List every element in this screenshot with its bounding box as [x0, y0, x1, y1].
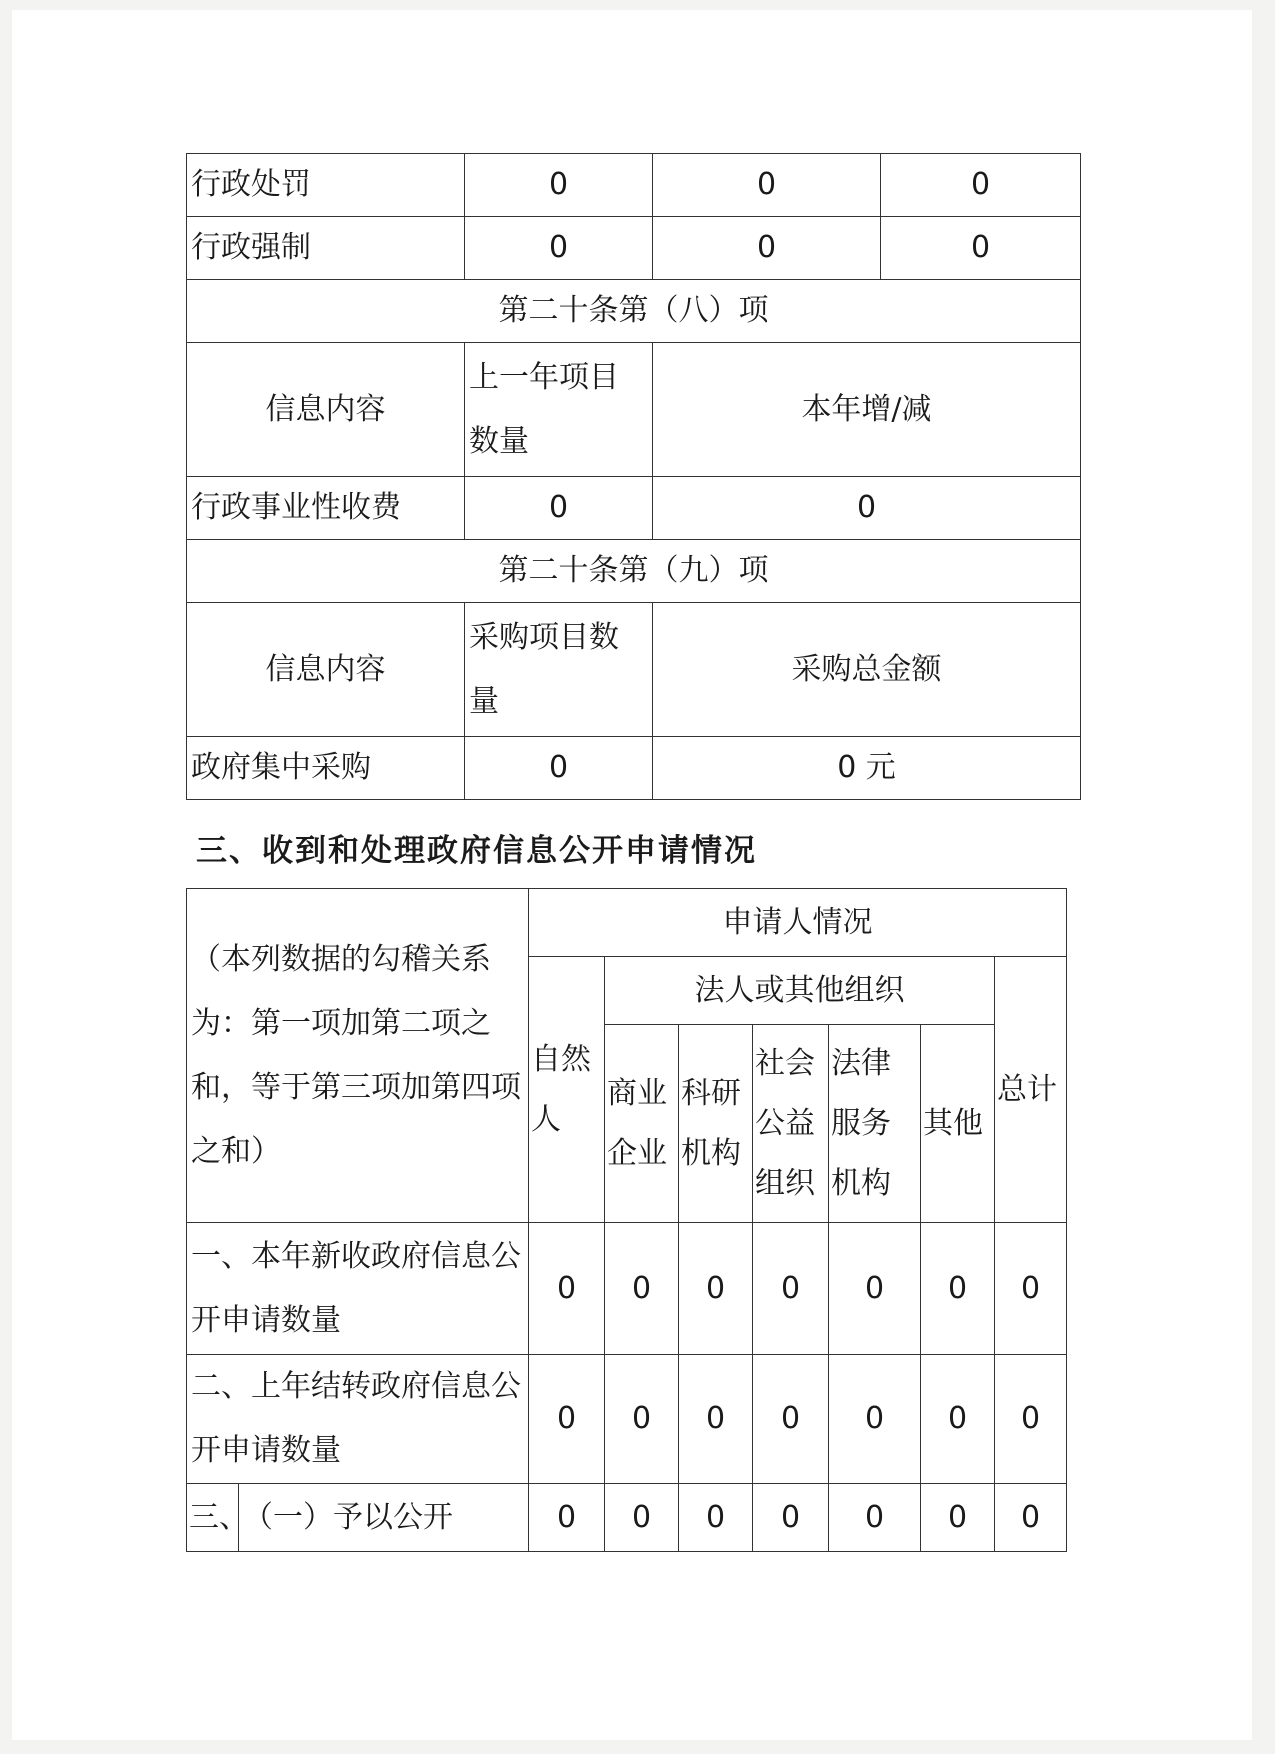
- cell-value: 0: [753, 1355, 829, 1484]
- row-label: 行政强制: [187, 217, 465, 280]
- row-label: 行政事业性收费: [187, 477, 465, 540]
- row-label-prefix: 三、: [187, 1484, 239, 1552]
- cell-value: 0: [529, 1223, 605, 1355]
- cell-value: 0: [653, 477, 1081, 540]
- table-row: [187, 154, 1081, 217]
- cell-value: 0: [679, 1355, 753, 1484]
- row-label: （一）予以公开: [239, 1484, 529, 1552]
- cell-value: 0: [995, 1223, 1067, 1355]
- cell-value: 0: [605, 1355, 679, 1484]
- cell-value: 0: [881, 154, 1081, 217]
- row-label: 行政处罚: [187, 154, 465, 217]
- corner-note: （本列数据的勾稽关系为：第一项加第二项之和，等于第三项加第四项之和）: [187, 889, 529, 1223]
- header-legal-service: 法律服务机构: [829, 1025, 921, 1223]
- cell-value: 0: [679, 1484, 753, 1552]
- cell-value: 0: [995, 1355, 1067, 1484]
- header-purchase-count: 采购项目数量: [465, 603, 653, 737]
- header-total: 总计: [995, 957, 1067, 1223]
- table-row: [187, 737, 1081, 800]
- header-prev-count: 上一年项目数量: [465, 343, 653, 477]
- cell-value: 0: [465, 217, 653, 280]
- cell-value: 0: [465, 477, 653, 540]
- cell-value: 0: [921, 1484, 995, 1552]
- header-purchase-total: 采购总金额: [653, 603, 1081, 737]
- applications-table: [186, 888, 1067, 1552]
- section-title: 第二十条第（八）项: [187, 280, 1081, 343]
- section-title: 第二十条第（九）项: [187, 540, 1081, 603]
- cell-value: 0: [921, 1355, 995, 1484]
- table-row: [187, 1223, 1067, 1355]
- cell-value: 0: [529, 1484, 605, 1552]
- cell-value: 0: [605, 1223, 679, 1355]
- cell-value: 0: [829, 1223, 921, 1355]
- table-row: [187, 1484, 1067, 1552]
- header-change: 本年增/减: [653, 343, 1081, 477]
- section-title-row: [187, 540, 1081, 603]
- header-legal-group: 法人或其他组织: [605, 957, 995, 1025]
- table-row: [187, 217, 1081, 280]
- row-label: 政府集中采购: [187, 737, 465, 800]
- header-natural-person: 自然人: [529, 957, 605, 1223]
- header-info-content: 信息内容: [187, 603, 465, 737]
- header-other: 其他: [921, 1025, 995, 1223]
- cell-value: 0: [829, 1484, 921, 1552]
- cell-value: 0: [753, 1223, 829, 1355]
- cell-value: 0: [653, 154, 881, 217]
- table-row: [187, 1355, 1067, 1484]
- header-row: [187, 343, 1081, 477]
- header-public-welfare: 社会公益组织: [753, 1025, 829, 1223]
- cell-value: 0: [753, 1484, 829, 1552]
- cell-value: 0: [465, 737, 653, 800]
- cell-value: 0: [653, 217, 881, 280]
- cell-value: 0: [605, 1484, 679, 1552]
- header-row: [187, 889, 1067, 957]
- row-label: 一、本年新收政府信息公开申请数量: [187, 1223, 529, 1355]
- applicant-header: 申请人情况: [529, 889, 1067, 957]
- row-label: 二、上年结转政府信息公开申请数量: [187, 1355, 529, 1484]
- cell-value: 0: [995, 1484, 1067, 1552]
- cell-value: 0: [465, 154, 653, 217]
- section-heading: 三、收到和处理政府信息公开申请情况: [196, 833, 757, 869]
- cell-value: 0: [529, 1355, 605, 1484]
- cell-value: 0: [921, 1223, 995, 1355]
- cell-value: 0: [679, 1223, 753, 1355]
- table-row: [187, 477, 1081, 540]
- header-info-content: 信息内容: [187, 343, 465, 477]
- header-research: 科研机构: [679, 1025, 753, 1223]
- header-business: 商业企业: [605, 1025, 679, 1223]
- cell-value: 0 元: [653, 737, 1081, 800]
- statistics-table-part2: [186, 153, 1081, 800]
- section-title-row: [187, 280, 1081, 343]
- cell-value: 0: [881, 217, 1081, 280]
- header-row: [187, 603, 1081, 737]
- cell-value: 0: [829, 1355, 921, 1484]
